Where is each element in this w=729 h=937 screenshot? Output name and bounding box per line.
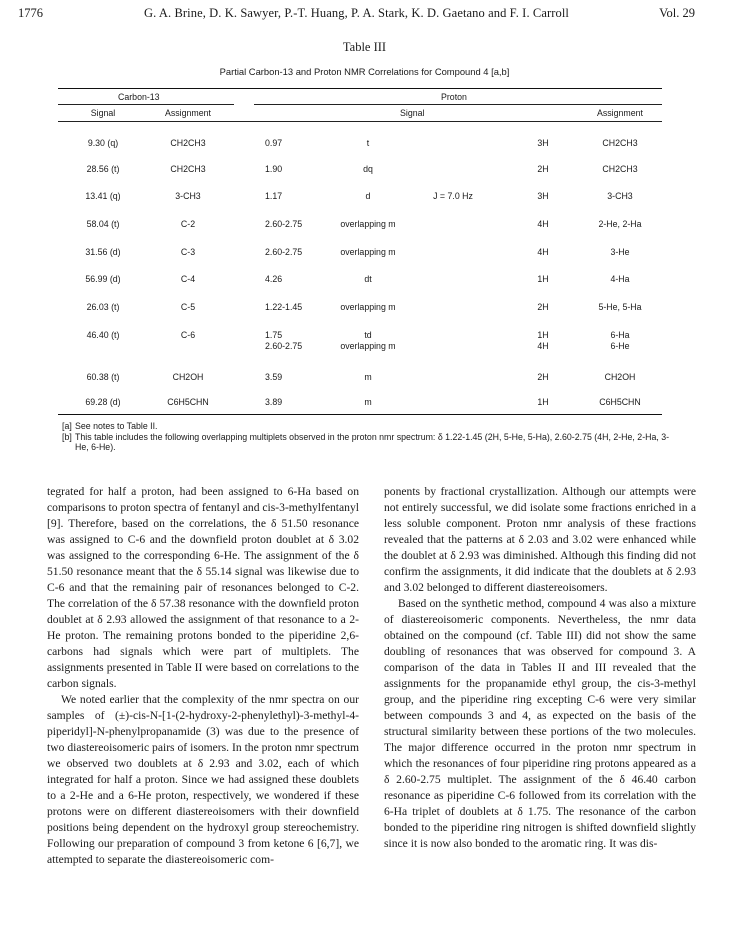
proton-assignment: CH2CH3 bbox=[602, 164, 638, 174]
proton-multiplicity: overlapping m bbox=[340, 247, 396, 257]
carbon-assignment: CH2CH3 bbox=[170, 164, 206, 174]
proton-integration: 1H bbox=[537, 274, 549, 284]
carbon-assignment: CH2CH3 bbox=[170, 138, 206, 148]
proton-shift: 2.60-2.75 bbox=[265, 247, 303, 257]
proton-assignment: 4-Ha bbox=[610, 274, 630, 284]
proton-multiplicity: m bbox=[364, 372, 372, 382]
author-line: G. A. Brine, D. K. Sawyer, P.-T. Huang, P. A. Stark, K. D. Gaetano and F. I. Carroll bbox=[143, 6, 570, 20]
table-bottom-rule bbox=[58, 414, 662, 415]
proton-assignment: CH2CH3 bbox=[602, 138, 638, 148]
proton-assignment: 3-He bbox=[610, 247, 630, 257]
carbon-signal: 28.56 (t) bbox=[86, 164, 120, 174]
running-header bbox=[18, 6, 695, 22]
proton-assignment: 6-He bbox=[610, 341, 630, 351]
proton-shift: 1.22-1.45 bbox=[265, 302, 303, 312]
proton-shift: 0.97 bbox=[265, 138, 283, 148]
coupling-constant: J = 7.0 Hz bbox=[433, 191, 473, 201]
proton-multiplicity: dt bbox=[364, 274, 372, 284]
table-title: Table III bbox=[342, 40, 387, 54]
carbon-signal: 46.40 (t) bbox=[86, 330, 120, 340]
carbon-signal: 56.99 (d) bbox=[85, 274, 121, 284]
col-header-carbon-signal: Signal bbox=[90, 108, 116, 118]
carbon-signal: 58.04 (t) bbox=[86, 219, 120, 229]
carbon-assignment: C-3 bbox=[180, 247, 196, 257]
proton-shift: 3.89 bbox=[265, 397, 283, 407]
proton-integration: 2H bbox=[537, 164, 549, 174]
proton-multiplicity: d bbox=[365, 191, 371, 201]
proton-assignment: 5-He, 5-Ha bbox=[598, 302, 642, 312]
carbon-assignment: C-5 bbox=[180, 302, 196, 312]
proton-assignment: 2-He, 2-Ha bbox=[598, 219, 642, 229]
proton-integration: 2H bbox=[537, 302, 549, 312]
body-paragraph: ponents by fractional crystallization. Although our attempts were not entirely successful, we did isolate some fractions enriched in a less soluble component. Proton nmr analysis of these fractions revealed that the patterns at δ 2.03 and 3.02 were enhanced while the doublet at δ 2.93 was diminished. Although this finding did not confirm the assignments, it did indicate that the doublets at δ 2.93 and 3.02 belonged to different diastereoisomers. bbox=[384, 485, 696, 595]
proton-integration: 2H bbox=[537, 372, 549, 382]
proton-multiplicity: dq bbox=[363, 164, 373, 174]
proton-group-rule bbox=[254, 104, 662, 105]
proton-assignment: 3-CH3 bbox=[607, 191, 633, 201]
proton-shift: 1.75 bbox=[265, 330, 283, 340]
proton-assignment: CH2OH bbox=[604, 372, 636, 382]
table-notes bbox=[62, 421, 672, 453]
page-number: 1776 bbox=[18, 6, 43, 20]
proton-multiplicity: overlapping m bbox=[340, 341, 396, 351]
proton-integration: 1H bbox=[537, 397, 549, 407]
carbon-assignment: 3-CH3 bbox=[175, 191, 201, 201]
table-note-a: [a] See notes to Table II. bbox=[62, 421, 158, 431]
proton-integration: 4H bbox=[537, 247, 549, 257]
col-header-carbon-assignment: Assignment bbox=[165, 108, 211, 118]
proton-integration: 3H bbox=[537, 191, 549, 201]
proton-multiplicity: m bbox=[364, 397, 372, 407]
table-caption: Partial Carbon-13 and Proton NMR Correlations for Compound 4 [a,b] bbox=[219, 66, 510, 77]
volume-label: Vol. 29 bbox=[659, 6, 695, 20]
proton-multiplicity: t bbox=[366, 138, 370, 148]
proton-multiplicity: td bbox=[364, 330, 372, 340]
proton-shift: 1.90 bbox=[265, 164, 283, 174]
body-column-right bbox=[384, 484, 696, 852]
carbon-group-header: Carbon-13 bbox=[118, 92, 160, 102]
header-rule bbox=[58, 121, 662, 122]
table-note-b: [b] This table includes the following overlapping multiplets observed in the proton nmr spectrum: δ 1.22-1.45 (2H, 5-He, 5-Ha), 2.60-2.75 (4H, 2-He, 2-Ha, 3-He, 6-He). bbox=[62, 431, 670, 452]
proton-shift: 2.60-2.75 bbox=[265, 219, 303, 229]
carbon-signal: 13.41 (q) bbox=[85, 191, 121, 201]
carbon-group-rule bbox=[58, 104, 234, 105]
body-paragraph: Based on the synthetic method, compound 4 was also a mixture of diastereoisomeric components. Nevertheless, the nmr data obtained on the compound (cf. Table III) did not show the same doubling of resonances that was observed for compound 3. A comparison of the data in Tables II and III revealed that the assignments for the propanamide ethyl group, the cis-3-methyl group, and the piperidine ring excepting C-6 were very similar between compounds 3 and 4, as expected on the basis of the structural similarity between these portions of the two molecules. The major difference occurred in the proton nmr spectrum in which the resonances of four piperidine ring protons appeared as a δ 2.60-2.75 multiplet. The assignment of the δ 46.40 carbon resonance as piperidine C-6 followed from its correlation with the 6-Ha triplet of doublets at δ 1.75. The resonance of the carbon bonded to the piperidine ring nitrogen is shifted downfield slightly since it is now also bonded to the aromatic ring. It was dis- bbox=[384, 597, 696, 851]
body-column-left bbox=[47, 484, 359, 868]
proton-group-header: Proton bbox=[441, 92, 467, 102]
proton-shift: 2.60-2.75 bbox=[265, 341, 303, 351]
carbon-signal: 9.30 (q) bbox=[87, 138, 119, 148]
proton-integration: 4H bbox=[537, 341, 549, 351]
body-paragraph: We noted earlier that the complexity of the nmr spectra on our samples of (±)-cis-N-[1-(2-hydroxy-2-phenylethyl)-3-methyl-4-piperidyl]-N-phenylpropanamide (3) was due to the presence of two diastereoisomeric pairs of isomers. In the proton nmr spectrum we observed two doublets at δ 2.93 and 3.02, each of which integrated for half a proton. Since we had assigned these doublets to a 2-He and a 6-He proton, respectively, we wondered if these protons were on different diastereoisomers with their downfield positions being dependent on the hydroxyl group stereochemistry. Following our preparation of compound 3 from ketone 6 [6,7], we attempted to separate the diastereoisomeric com- bbox=[47, 693, 359, 867]
carbon-assignment: C6H5CHN bbox=[167, 397, 209, 407]
proton-integration: 1H bbox=[537, 330, 549, 340]
carbon-signal: 60.38 (t) bbox=[86, 372, 120, 382]
proton-integration: 3H bbox=[537, 138, 549, 148]
carbon-assignment: C-4 bbox=[180, 274, 196, 284]
carbon-assignment: C-6 bbox=[180, 330, 196, 340]
col-header-proton-signal: Signal bbox=[400, 108, 425, 118]
proton-shift: 4.26 bbox=[265, 274, 283, 284]
carbon-assignment: C-2 bbox=[180, 219, 196, 229]
carbon-signal: 26.03 (t) bbox=[86, 302, 120, 312]
carbon-signal: 69.28 (d) bbox=[85, 397, 121, 407]
col-header-proton-assignment: Assignment bbox=[597, 108, 643, 118]
proton-shift: 1.17 bbox=[265, 191, 283, 201]
proton-assignment: C6H5CHN bbox=[599, 397, 641, 407]
proton-integration: 4H bbox=[537, 219, 549, 229]
body-paragraph: tegrated for half a proton, had been assigned to 6-Ha based on comparisons to proton spectra of fentanyl and cis-3-methylfentanyl [9]. Therefore, based on the correlations, the δ 51.50 resonance was assigned to C-6 and the downfield proton doublet at δ 3.02 was assigned to the corresponding 6-He. The assignment of the δ 51.50 resonance meant that the δ 55.14 signal was likewise due to C-6 and that the remaining pair of resonances belonged to C-2. The correlation of the δ 57.38 resonance with the downfield proton doublet at δ 2.93 allowed the assignment of that resonance to a 2-He proton. The remaining protons bonded to the piperidine 2,6-carbons had signals which were part of multiplets. The assignments presented in Table II were based on correlations to the carbon signals. bbox=[47, 485, 359, 691]
proton-multiplicity: overlapping m bbox=[340, 302, 396, 312]
table-top-rule bbox=[58, 88, 662, 89]
proton-assignment: 6-Ha bbox=[610, 330, 630, 340]
proton-shift: 3.59 bbox=[265, 372, 283, 382]
proton-multiplicity: overlapping m bbox=[340, 219, 396, 229]
carbon-assignment: CH2OH bbox=[172, 372, 204, 382]
carbon-signal: 31.56 (d) bbox=[85, 247, 121, 257]
